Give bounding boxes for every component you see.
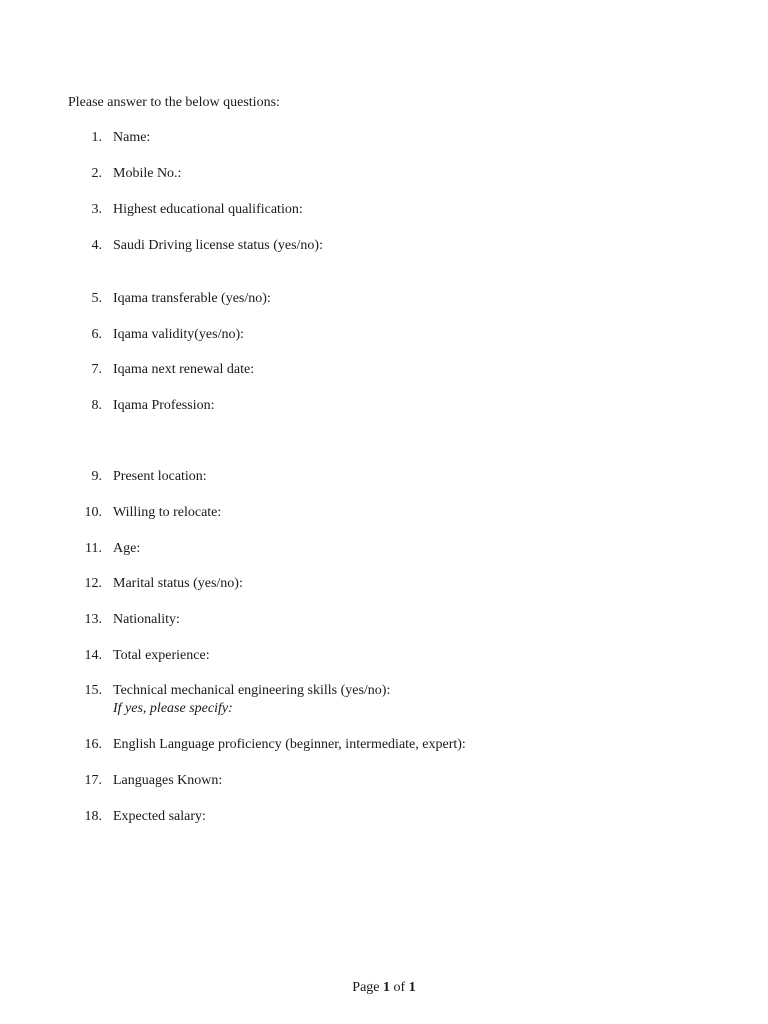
question-number: 2. bbox=[91, 166, 102, 181]
question-label: Highest educational qualification: bbox=[113, 202, 303, 217]
intro-text: Please answer to the below questions: bbox=[68, 95, 280, 110]
page-word: Page bbox=[352, 980, 380, 995]
question-number: 13. bbox=[84, 612, 102, 627]
question-label: Present location: bbox=[113, 469, 207, 484]
question-label: English Language proficiency (beginner, intermediate, expert): bbox=[113, 737, 466, 752]
question-number: 8. bbox=[91, 398, 102, 413]
question-number: 7. bbox=[91, 362, 102, 377]
question-label: Saudi Driving license status (yes/no): bbox=[113, 238, 323, 253]
question-label: Iqama next renewal date: bbox=[113, 362, 255, 377]
question-number: 14. bbox=[84, 648, 102, 663]
question-number: 3. bbox=[91, 202, 102, 217]
question-label: Iqama transferable (yes/no): bbox=[113, 291, 271, 306]
question-label: Marital status (yes/no): bbox=[113, 576, 243, 591]
question-label: Willing to relocate: bbox=[113, 505, 222, 520]
question-label: Technical mechanical engineering skills (yes/no): bbox=[113, 683, 391, 698]
question-number: 4. bbox=[91, 238, 102, 253]
question-label: Age: bbox=[113, 541, 141, 556]
question-number: 1. bbox=[91, 130, 102, 145]
question-number: 15. bbox=[84, 683, 102, 698]
question-number: 9. bbox=[91, 469, 102, 484]
question-sub-instruction: If yes, please specify: bbox=[113, 701, 233, 716]
question-number: 11. bbox=[85, 541, 102, 556]
question-number: 18. bbox=[84, 809, 102, 824]
question-label: Languages Known: bbox=[113, 773, 223, 788]
question-number: 10. bbox=[84, 505, 102, 520]
question-label: Iqama Profession: bbox=[113, 398, 215, 413]
question-number: 12. bbox=[84, 576, 102, 591]
question-label: Iqama validity(yes/no): bbox=[113, 327, 245, 342]
question-number: 5. bbox=[91, 291, 102, 306]
question-number: 6. bbox=[91, 327, 102, 342]
current-page-number: 1 bbox=[383, 980, 391, 995]
question-number: 16. bbox=[84, 737, 102, 752]
question-number: 17. bbox=[84, 773, 102, 788]
question-label: Total experience: bbox=[113, 648, 210, 663]
question-label: Nationality: bbox=[113, 612, 180, 627]
of-word: of bbox=[393, 980, 406, 995]
question-label: Expected salary: bbox=[113, 809, 206, 824]
question-label: Mobile No.: bbox=[113, 166, 182, 181]
total-pages-number: 1 bbox=[408, 980, 416, 995]
question-label: Name: bbox=[113, 130, 151, 145]
page-footer bbox=[0, 979, 768, 997]
